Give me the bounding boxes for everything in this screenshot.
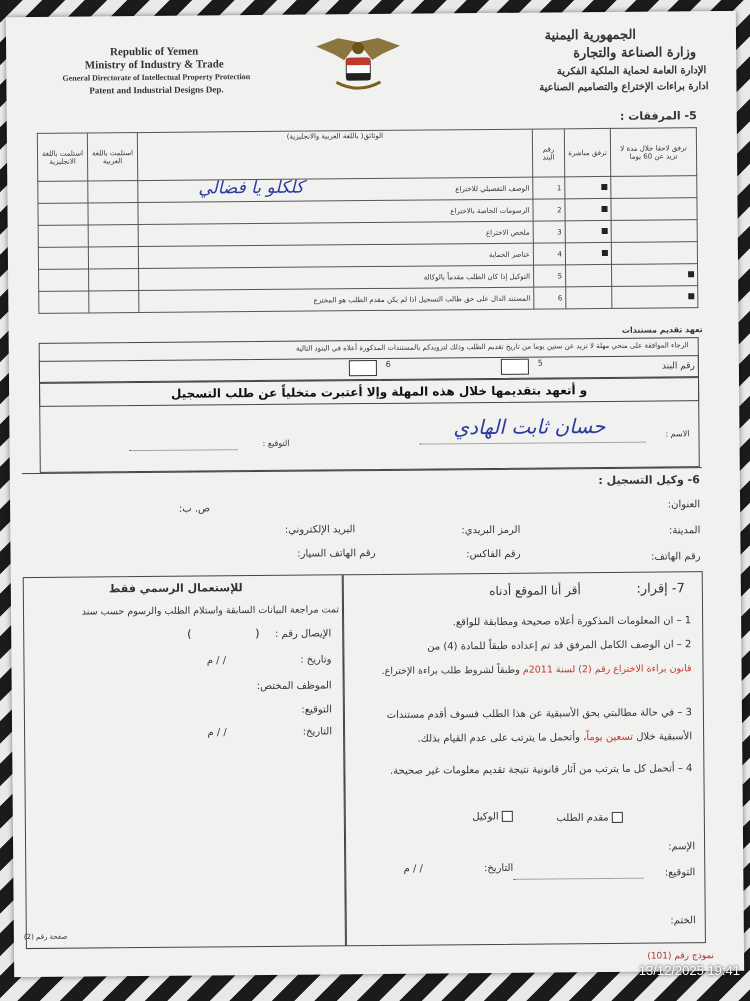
declaration-title: 7- إقرار: (636, 581, 685, 597)
row-no: 4 (533, 243, 565, 265)
col-attach-later: ترفق لاحقا خلال مدة لا تزيد عن 60 يوما (610, 128, 696, 177)
handwritten-note: كلكلو يا فضالي (198, 177, 305, 199)
row-no: 6 (534, 287, 566, 309)
col-documents: الوثائق( باللغة العربية والانجليزية) (137, 129, 532, 180)
page-number: صفحة رقم (2) (23, 932, 68, 942)
row-doc: الوصف التفصيلي للاختراع (455, 184, 530, 193)
declaration-item4: 4 – أتحمل كل ما يترتب من آثار قانونية نتيجة تقديم معلومات غير صحيحة. (389, 763, 693, 777)
row-no: 1 (533, 177, 565, 199)
applicant-label: مقدم الطلب (556, 812, 609, 824)
name-handwritten: حسان ثابت الهادي (453, 413, 606, 440)
row-doc: المستند الدال على حق طالب التسجيل اذا لم يكن مقدم الطلب هو المخترع (139, 287, 534, 312)
attachments-table (37, 127, 699, 314)
bullet-mark (602, 227, 608, 233)
applicant-option[interactable] (533, 812, 623, 824)
agent-option[interactable] (433, 811, 513, 823)
header-ar-line4: ادارة براءات الإختراع والتصاميم الصناعية (539, 81, 709, 94)
header-ar-line3: الإدارة العامة لحماية الملكية الفكرية (556, 65, 707, 78)
item-no-5-label: 5 (537, 358, 543, 368)
official-date2-sep: / / م (207, 727, 227, 739)
yemen-emblem-icon (308, 34, 409, 101)
bullet-mark (601, 183, 607, 189)
col-item-no: رقم البند (532, 129, 564, 177)
declaration-item2b: وطبقاً لشروط طلب براءة الإختراع. (381, 664, 520, 677)
date-label: وتاريخ : (300, 654, 332, 666)
col-received-en: استلمت باللغة الانجليزية (37, 133, 87, 181)
document-page (6, 11, 744, 977)
official-date2-label: التاريخ: (302, 726, 333, 738)
bullet-mark (688, 293, 694, 299)
decl-date-label: التاريخ: (483, 862, 514, 875)
postal-label: الرمز البريدي: (461, 524, 521, 537)
form-number: نموذج رقم (101) (647, 951, 715, 962)
decl-signature-label: التوقيع: (664, 867, 696, 879)
row-no: 5 (534, 265, 566, 287)
official-line1: تمت مراجعة البيانات السابقة واستلام الطلب والرسوم حسب سند (81, 604, 340, 618)
decl-date-sep: / / م (403, 863, 423, 875)
official-title: للإستعمال الرسمي فقط (108, 581, 243, 596)
row-doc: ملخص الاختراع (138, 221, 533, 246)
ninety-days: تسعين يوماً (586, 731, 634, 744)
mobile-label: رقم الهاتف السيار: (297, 547, 376, 560)
declaration-item1: 1 – ان المعلومات المذكورة أعلاه صحيحة ومطابقة للواقع. (452, 615, 692, 629)
email-label: البريد الإلكتروني: (284, 524, 356, 536)
declaration-item3c: ، وأتحمل ما يترتب على عدم القيام بذلك. (417, 732, 587, 745)
item-no-box-6[interactable] (349, 360, 377, 376)
table-row (39, 286, 698, 314)
agent-title: 6- وكيل التسجيل : (598, 473, 700, 488)
receipt-label: الإيصال رقم : (274, 628, 332, 640)
bullet-mark (602, 249, 608, 255)
item-no-label: رقم البند (661, 361, 695, 372)
official-signature-label: التوقيع: (301, 704, 332, 716)
bullet-mark (601, 205, 607, 211)
col-attach-direct: ترفق مباشرة (564, 128, 610, 176)
pobox-label: ص. ب: (178, 503, 211, 515)
signature-label-5: التوقيع : (262, 438, 290, 448)
header-en-line3: General Directorate of Intellectual Property Protection (62, 72, 251, 83)
city-label: المدينة: (668, 525, 701, 537)
header-ar-line1: الجمهورية اليمنية (544, 27, 637, 44)
declaration-item2a: 2 – ان الوصف الكامل المرفق قد تم إعداده طبقاً للمادة (4) من (427, 639, 692, 653)
receipt-paren-open: ) (255, 627, 260, 641)
agent-label: الوكيل (472, 811, 499, 823)
date-sep: / / م (206, 655, 227, 667)
item-no-6-label: 6 (385, 359, 391, 369)
item-no-box-5[interactable] (501, 359, 529, 375)
employee-label: الموظف المختص: (256, 680, 332, 693)
declaration-item3a: 3 – في حالة مطالبتي بحق الأسبقية عن هذا الطلب فسوف أقدم مستندات (386, 707, 692, 721)
phone-label: رقم الهاتف: (651, 551, 701, 563)
stamp-label: الختم: (670, 915, 696, 927)
pledge-title: تعهد تقديم مستندات (621, 325, 703, 335)
bullet-mark (688, 271, 694, 277)
header-en-line2: Ministry of Industry & Trade (84, 58, 224, 72)
row-no: 3 (533, 221, 565, 243)
col-received-ar: استلمت باللغة العربية (87, 133, 137, 181)
row-doc: التوكيل إذا كان الطلب مقدماً بالوكالة (139, 265, 534, 290)
row-doc: عناصر الحماية (138, 243, 533, 268)
declaration-subtitle: أقر أنا الموقع أدناه (489, 583, 581, 599)
applicant-checkbox[interactable] (612, 812, 623, 823)
decl-name-label: الإسم: (668, 841, 696, 853)
agent-checkbox[interactable] (502, 811, 513, 822)
row-doc: الرسومات الخاصة بالاختراع (138, 199, 533, 224)
section5-title: 5- المرفقات : (619, 109, 697, 123)
header-ar-line2: وزارة الصناعة والتجارة (573, 45, 697, 62)
receipt-paren-close: ( (187, 627, 192, 641)
fax-label: رقم الفاكس: (466, 548, 521, 561)
address-label: العنوان: (667, 499, 701, 511)
pledge-text: الرجاء الموافقة على منحي مهلة لا تزيد عن ستين يوما من تاريخ تقديم الطلب وذلك لتزويدكم بالمستندات المذكورة أعلاه في البنود التالية (295, 341, 689, 353)
bold-pledge: و أتعهد بتقديمها خلال هذه المهلة وإلا أعتبرت متخلياً عن طلب التسجيل (170, 383, 588, 401)
declaration-item3b: الأسبقية خلال (636, 731, 693, 743)
header-en-line4: Patent and Industrial Designs Dep. (89, 84, 224, 96)
row-no: 2 (533, 199, 565, 221)
photo-timestamp: 13/12/2025 19:41 (638, 963, 740, 978)
name-label: الاسم : (665, 429, 690, 439)
header-en-line1: Republic of Yemen (109, 45, 199, 59)
law-reference: قانون براءة الاختراع رقم (2) لسنة 2011م (522, 663, 692, 676)
